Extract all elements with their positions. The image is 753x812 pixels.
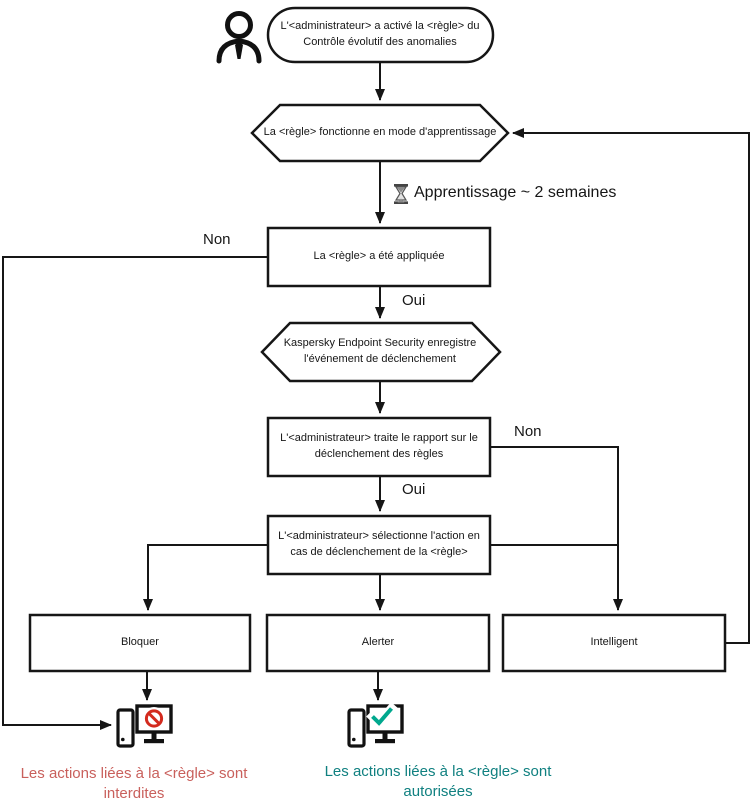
edge-select-to-bloquer bbox=[148, 545, 268, 610]
label-non-left: Non bbox=[203, 231, 231, 248]
outcome-blocked-line2: interdites bbox=[103, 785, 165, 803]
node-start-line1: L'<administrateur> a activé la <règle> du bbox=[280, 20, 480, 33]
computer-allowed-icon bbox=[349, 706, 402, 746]
node-select-label bbox=[272, 517, 486, 573]
prohibition-icon bbox=[146, 711, 162, 727]
node-alerter-text: Alerter bbox=[361, 636, 395, 649]
node-action-intelligent bbox=[505, 616, 723, 670]
outcome-blocked-line1: Les actions liées à la <règle> sont bbox=[20, 765, 248, 782]
node-report-label bbox=[272, 419, 486, 475]
outcome-allowed-text bbox=[318, 762, 558, 803]
outcome-allowed-line2: autorisées bbox=[403, 783, 473, 801]
node-select-line2: cas de déclenchement de la <règle> bbox=[290, 546, 468, 558]
node-learning-label bbox=[258, 107, 502, 159]
computer-blocked-icon bbox=[118, 706, 171, 746]
hourglass-icon bbox=[394, 184, 408, 204]
node-kes-line2: l'événement de déclenchement bbox=[304, 353, 456, 365]
edge-smart-feedback-to-learning bbox=[513, 133, 749, 643]
node-learning-text: La <règle> fonctionne en mode d'apprentissage bbox=[263, 126, 497, 139]
node-start-line2: Contrôle évolutif des anomalies bbox=[303, 36, 457, 48]
outcome-allowed-line1: Les actions liées à la <règle> sont bbox=[324, 763, 552, 780]
label-oui-top: Oui bbox=[402, 292, 426, 309]
node-intelligent-text: Intelligent bbox=[590, 636, 638, 649]
label-non-right: Non bbox=[514, 423, 542, 440]
node-applied-text: La <règle> a été appliquée bbox=[313, 250, 445, 263]
label-oui-bottom: Oui bbox=[402, 481, 426, 498]
node-action-bloquer bbox=[32, 616, 248, 670]
outcome-blocked-text bbox=[5, 764, 263, 805]
node-action-alerter bbox=[269, 616, 487, 670]
person-icon bbox=[219, 14, 259, 62]
node-start-label bbox=[270, 9, 490, 61]
node-applied-label bbox=[270, 229, 488, 285]
node-kes-line1: Kaspersky Endpoint Security enregistre bbox=[283, 337, 477, 350]
node-report-line1: L'<administrateur> traite le rapport sur le bbox=[280, 432, 478, 445]
node-kes-label bbox=[272, 324, 488, 380]
learning-duration-note: Apprentissage ~ 2 semaines bbox=[414, 184, 617, 201]
edge-report-non-to-smart bbox=[490, 447, 618, 610]
node-bloquer-text: Bloquer bbox=[121, 636, 159, 649]
node-select-line1: L'<administrateur> sélectionne l'action en bbox=[278, 530, 480, 543]
node-report-line2: déclenchement des règles bbox=[314, 448, 444, 460]
